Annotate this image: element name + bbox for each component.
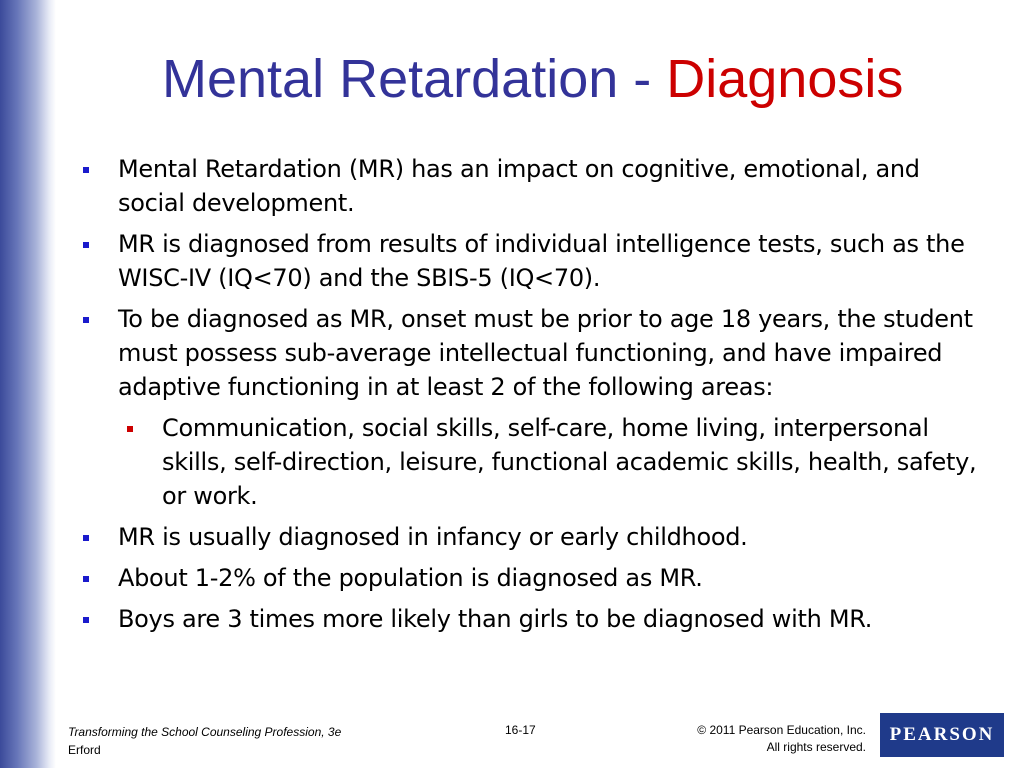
slide-title — [162, 50, 903, 109]
bullet-item — [80, 602, 990, 636]
side-gradient-bar — [0, 0, 56, 768]
bullet-text: MR is usually diagnosed in infancy or early childhood. — [118, 523, 748, 551]
bullet-item — [80, 520, 990, 554]
bullet-square-icon — [80, 227, 118, 261]
bullet-text: MR is diagnosed from results of individual intelligence tests, such as the WISC-IV (IQ<70) and the SBIS-5 (IQ<70). — [118, 230, 965, 292]
logo-text: PEARSON — [889, 724, 995, 745]
bullet-item — [80, 561, 990, 595]
sub-bullet-square-icon — [124, 411, 162, 445]
bullet-text: About 1-2% of the population is diagnosed as MR. — [118, 564, 703, 592]
slide-title-main: Mental Retardation - — [162, 49, 667, 109]
bullet-square-icon — [80, 152, 118, 186]
bullet-square-icon — [80, 302, 118, 336]
bullet-list — [80, 152, 990, 643]
bullet-item — [80, 152, 990, 220]
bullet-square-icon — [80, 561, 118, 595]
footer-page-number: 16-17 — [505, 723, 536, 737]
bullet-text: Mental Retardation (MR) has an impact on cognitive, emotional, and social development. — [118, 155, 920, 217]
bullet-item — [80, 302, 990, 404]
bullet-item — [80, 227, 990, 295]
bullet-square-icon — [80, 602, 118, 636]
slide-title-accent: Diagnosis — [666, 49, 904, 109]
copyright-line-2: All rights reserved. — [766, 740, 866, 754]
footer-author: Erford — [68, 743, 101, 757]
footer-copyright — [697, 722, 866, 756]
pearson-logo — [880, 713, 1004, 757]
bullet-text: Boys are 3 times more likely than girls to be diagnosed with MR. — [118, 605, 873, 633]
sub-bullet-item — [80, 411, 990, 513]
bullet-text: To be diagnosed as MR, onset must be prior to age 18 years, the student must possess sub-average intellectual functioning, and have impaired adaptive functioning in at least 2 of the following areas: — [118, 305, 973, 401]
sub-bullet-text: Communication, social skills, self-care, home living, interpersonal skills, self-direction, leisure, functional academic skills, health, safety, or work. — [162, 414, 977, 510]
footer-book-title: Transforming the School Counseling Profession, 3e — [68, 725, 342, 739]
copyright-line-1: © 2011 Pearson Education, Inc. — [697, 723, 866, 737]
bullet-square-icon — [80, 520, 118, 554]
